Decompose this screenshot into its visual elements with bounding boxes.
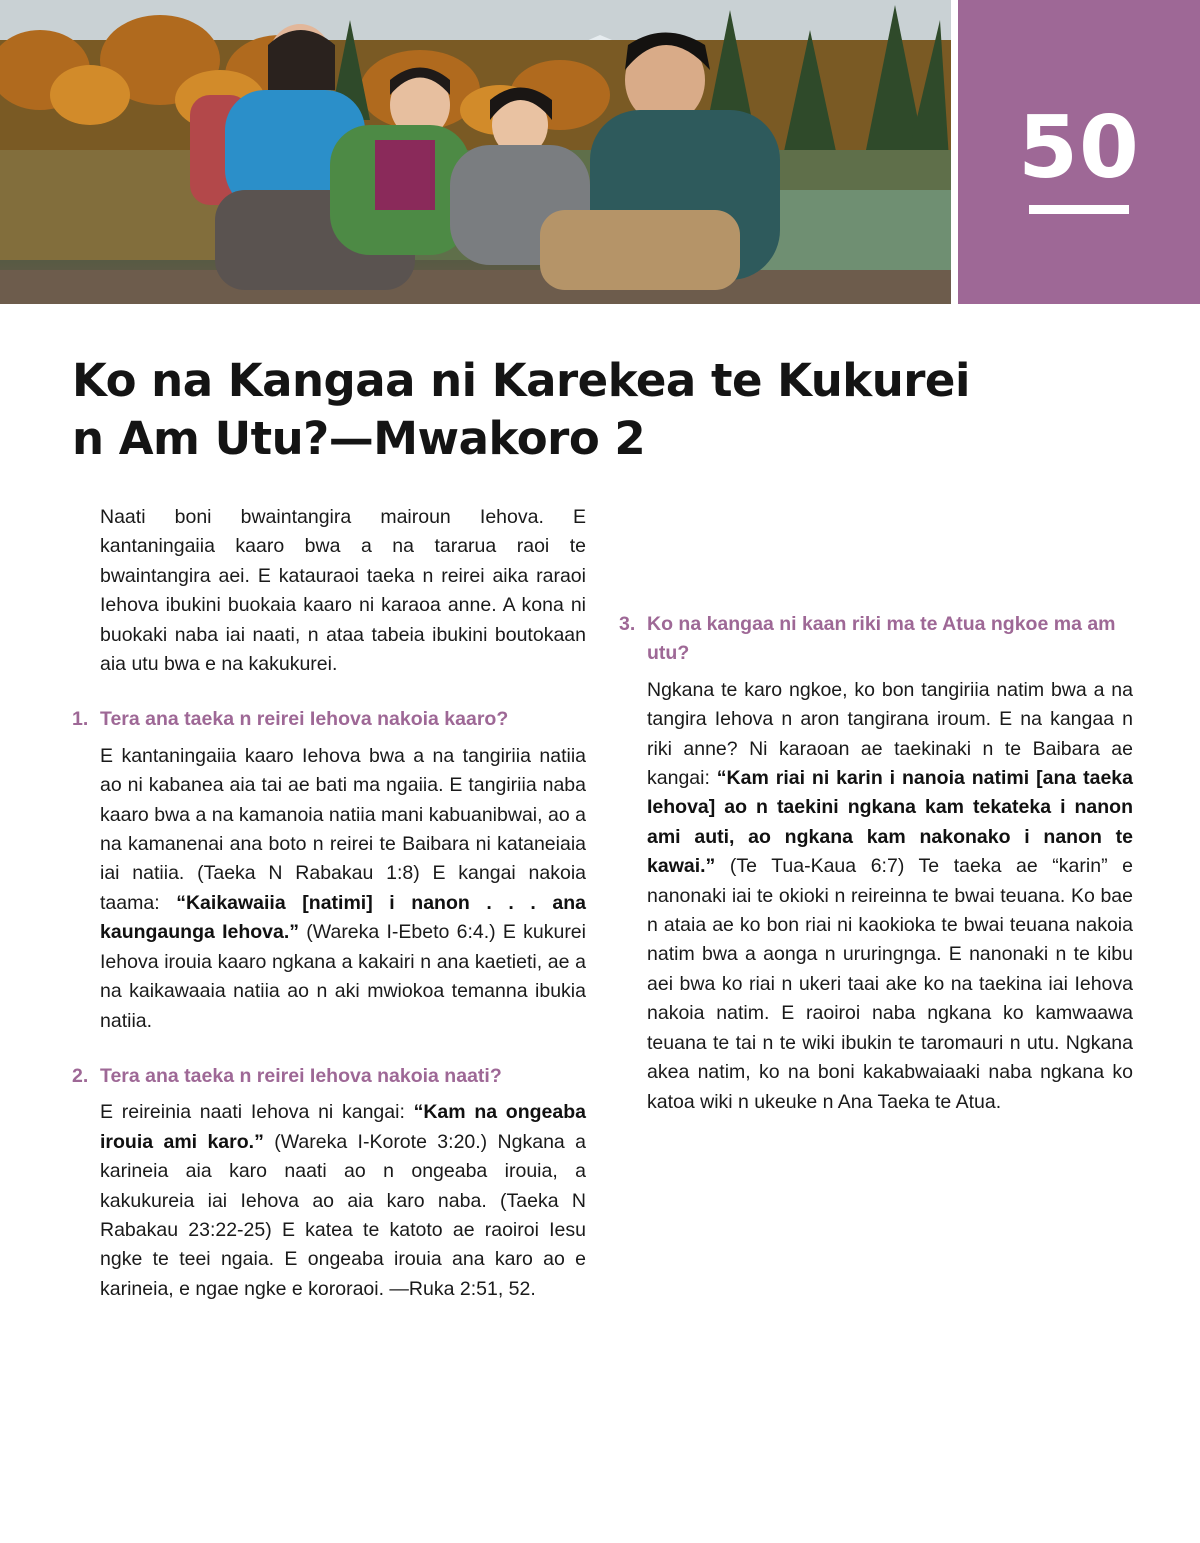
section-1-text-b: (Wareka I-Ebeto 6:4.) E kukurei Iehova irouia kaaro ngkana a kakairi n ana kaetieti, ae a na kaikawaaia natiia ao n aki mwiokoa temanna ibukia natiia. <box>100 921 586 1032</box>
section-1-paragraph <box>72 742 586 1036</box>
question-2-number: 2. <box>72 1064 89 1087</box>
question-1-text: Tera ana taeka n reirei Iehova nakoia kaaro? <box>100 708 509 731</box>
question-3-number: 3. <box>619 613 636 635</box>
title-line-1: Ko na Kangaa ni Karekea te Kukurei <box>72 354 970 407</box>
left-column <box>72 503 586 1304</box>
section-2-quote: “Kam na ongeaba irouia ami karo.” <box>100 1101 586 1153</box>
section-2-paragraph <box>72 1098 586 1304</box>
section-1-quote: “Kaikawaiia [natimi] i nanon . . . ana kaungaunga Iehova.” <box>100 891 586 944</box>
section-3-text-a: Ngkana te karo ngkoe, ko bon tangiriia natim bwa a na tangira Iehova n aron tangirana iroum. E na kangaa n riki anne? Ni karaoan ae taekinaki n te Baibara ae kangai: <box>647 678 1133 790</box>
question-2-text: Tera ana taeka n reirei Iehova nakoia naati? <box>100 1064 502 1087</box>
lesson-number-underline <box>1029 205 1129 214</box>
section-3-paragraph <box>619 676 1133 1117</box>
section-2-text-a: E reireinia naati Iehova ni kangai: <box>100 1101 414 1124</box>
section-1-text-a: E kantaningaiia kaaro Iehova bwa a na tangiriia natiia ao ni kabanea aia tai ae bati ma ngaiia. E tangiriia naba kaaro bwa a na kamanoia natiia mani kabuanibwai, ao a na kamanenai ana boto n reirei te Baibara ni kataneiaia iai natiia. (Taeka N Rabakau 1:8) E kangai nakoia taama: <box>100 744 586 914</box>
hero-photo <box>0 0 951 304</box>
section-2-text-b: (Wareka I-Korote 3:20.) Ngkana a karineia aia karo naati ao n ongeaba irouia, a kakukureia iai Iehova ao aia karo naba. (Taeka N Rabakau 23:22-25) E katea te katoto ae raoiroi Iesu ngke te teei ngaia. E ongeaba irouia ana karo ao e karineia, e ngae ngke e kororaoi. —Ruka 2:51, 52. <box>100 1130 586 1300</box>
question-2 <box>72 1062 586 1091</box>
page-title <box>72 352 972 468</box>
title-line-2: n Am Utu?—Mwakoro 2 <box>72 412 646 465</box>
lesson-number: 50 <box>1018 98 1140 198</box>
section-3-quote: “Kam riai ni karin i nanoia natimi [ana taeka Iehova] ao n taekini ngkana kam tekateka i nanon ami auti, ao ngkana kam nakonako i nanon te kawai.” <box>647 767 1133 878</box>
question-3 <box>619 610 1133 669</box>
question-3-text: Ko na kangaa ni kaan riki ma te Atua ngkoe ma am utu? <box>647 613 1116 665</box>
section-3-text-b: (Te Tua-Kaua 6:7) Te taeka ae “karin” e nanonaki iai te okioki n reireinna te bwai teuana. Ko bae n ataia ae ko bon riai ni kaokioka te bwai teuana nakoia natim bwa a aonga n ururingnga. E nanonaki n te kibu aei bwa ko riai n ukeri taai ake ko na taekina iai Iehova nakoia natim. E raoiroi naba ngkana ko kamwaawa teuana te tai n te wiki ibukin te taromauri n utu. Ngkana akea natim, ko na boni kakabwaiaaki naba ngkana ko katoa wiki n ukeuke n Ana Taeka te Atua. <box>647 855 1133 1113</box>
photo-family-illustration <box>0 0 951 304</box>
lesson-number-box <box>958 0 1200 304</box>
question-1-number: 1. <box>72 708 89 731</box>
question-1 <box>72 705 586 734</box>
right-column-sections <box>619 610 1133 1117</box>
intro-paragraph: Naati boni bwaintangira mairoun Iehova. E kantaningaiia kaaro bwa a na tararua raoi te bwaintangira aei. E katauraoi taeka n reirei aika raraoi Iehova ibukini buokaia kaaro ni karaoa anne. A kona ni buokaki naba iai naati, n ataa tabeia ibukini boutokaan aia utu bwa e na kakukurei. <box>100 506 586 676</box>
